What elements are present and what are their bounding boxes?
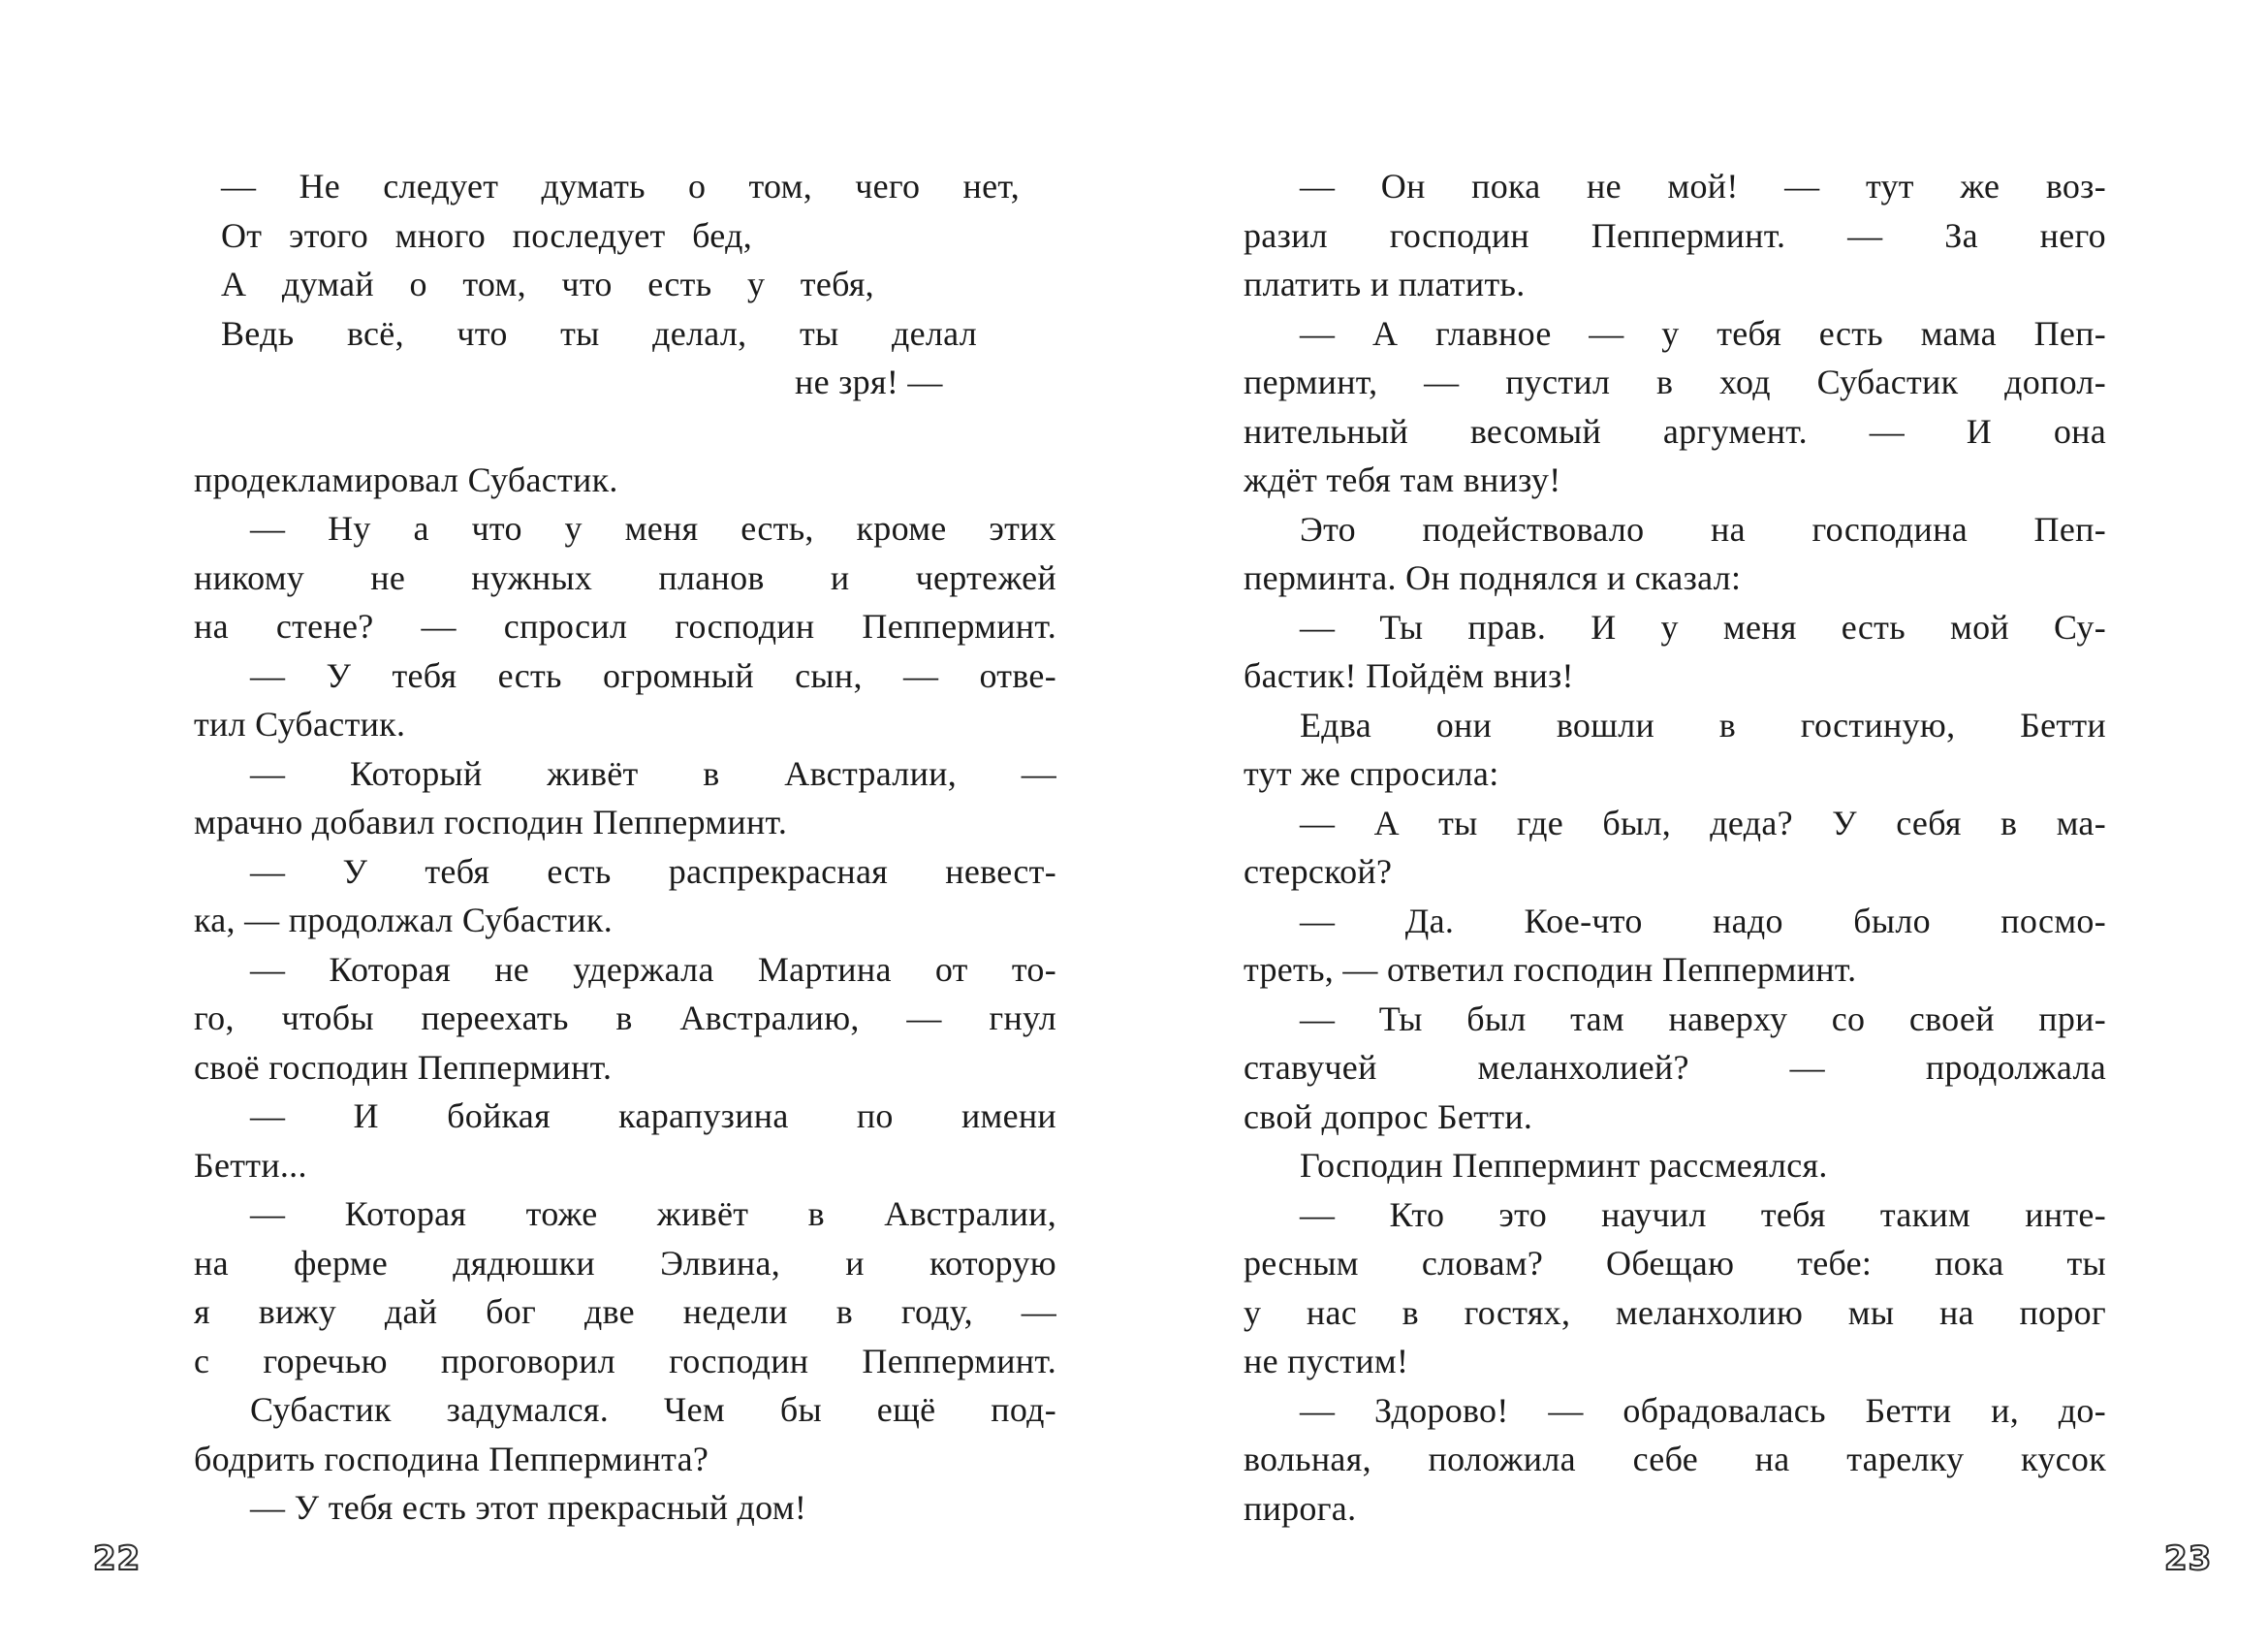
text-line: — Да. Кое-что надо было посмо- bbox=[1300, 901, 2106, 940]
text-line: — Ты прав. И у меня есть мой Су- bbox=[1300, 607, 2106, 647]
text-line: на ферме дядюшки Элвина, и которую bbox=[194, 1243, 1056, 1283]
poem-line: От этого много последует бед, bbox=[221, 215, 752, 255]
text-line: — И бойкая карапузина по имени bbox=[250, 1096, 1056, 1135]
text-line: продекламировал Субастик. bbox=[194, 460, 618, 499]
text-line: — Которая не удержала Мартина от то- bbox=[250, 949, 1056, 989]
page-number: 22 bbox=[93, 1539, 142, 1578]
poem-stanza bbox=[194, 162, 1056, 407]
text-line: вольная, положила себе на тарелку кусок bbox=[1244, 1440, 2106, 1478]
text-line: никому не нужных планов и чертежей bbox=[194, 557, 1056, 597]
text-line: — Кто это научил тебя таким инте- bbox=[1300, 1194, 2106, 1234]
text-line: — Которая тоже живёт в Австралии, bbox=[250, 1194, 1056, 1233]
text-line: — У тебя есть огромный сын, — отве- bbox=[250, 655, 1056, 695]
text-line: Едва они вошли в гостиную, Бетти bbox=[1300, 705, 2106, 745]
poem-line: А думай о том, что есть у тебя, bbox=[221, 265, 874, 303]
text-line: Господин Пепперминт рассмеялся. bbox=[1300, 1146, 1828, 1185]
poem-line: Ведь всё, что ты делал, ты делал bbox=[221, 313, 977, 353]
text-line: на стене? — спросил господин Пепперминт. bbox=[194, 607, 1056, 646]
text-line: своё господин Пепперминт. bbox=[194, 1047, 613, 1087]
text-line: — У тебя есть этот прекрасный дом! bbox=[250, 1488, 807, 1527]
text-line: — А ты где был, деда? У себя в ма- bbox=[1300, 803, 2106, 842]
text-line: мрачно добавил господин Пепперминт. bbox=[194, 803, 788, 841]
text-line: пирога. bbox=[1244, 1488, 1357, 1528]
text-line: ставучей меланхолией? — продолжала bbox=[1244, 1048, 2106, 1087]
page-number: 23 bbox=[2164, 1539, 2213, 1578]
text-line: свой допрос Бетти. bbox=[1244, 1096, 1533, 1136]
text-line: перминт, — пустил в ход Субастик допол- bbox=[1244, 363, 2106, 401]
text-line: стерской? bbox=[1244, 852, 1393, 891]
right-text-column bbox=[1244, 162, 2106, 1533]
text-line: перминта. Он поднялся и сказал: bbox=[1244, 558, 1742, 597]
right-page bbox=[1134, 0, 2268, 1648]
text-line: бастик! Пойдём вниз! bbox=[1244, 656, 1574, 695]
text-line: — Он пока не мой! — тут же воз- bbox=[1300, 167, 2106, 206]
text-line: у нас в гостях, меланхолию мы на порог bbox=[1244, 1292, 2106, 1332]
text-line: — Ну а что у меня есть, кроме этих bbox=[250, 509, 1056, 548]
text-line: ка, — продолжал Субастик. bbox=[194, 901, 613, 939]
text-line: Бетти... bbox=[194, 1145, 307, 1185]
text-line: го, чтобы переехать в Австралию, — гнул bbox=[194, 998, 1056, 1037]
text-line: тут же спросила: bbox=[1244, 754, 1499, 793]
text-line: — А главное — у тебя есть мама Пеп- bbox=[1300, 313, 2106, 353]
text-line: Субастик задумался. Чем бы ещё под- bbox=[250, 1390, 1056, 1429]
text-line: Это подействовало на господина Пеп- bbox=[1300, 509, 2106, 549]
text-line: — Который живёт в Австралии, — bbox=[250, 753, 1056, 793]
text-line: не пустим! bbox=[1244, 1342, 1409, 1380]
text-line: — Ты был там наверху со своей при- bbox=[1300, 998, 2106, 1038]
text-line: я вижу дай бог две недели в году, — bbox=[194, 1292, 1056, 1331]
text-line: тил Субастик. bbox=[194, 705, 406, 744]
text-line: платить и платить. bbox=[1244, 265, 1526, 303]
poem-line: не зря! — bbox=[795, 363, 943, 401]
text-line: с горечью проговорил господин Пепперминт. bbox=[194, 1341, 1056, 1380]
text-line: — У тебя есть распрекрасная невест- bbox=[250, 851, 1056, 891]
left-text-column bbox=[194, 162, 1056, 1533]
text-line: нительный весомый аргумент. — И она bbox=[1244, 411, 2106, 451]
text-line: — Здорово! — обрадовалась Бетти и, до- bbox=[1300, 1390, 2106, 1430]
text-line: разил господин Пепперминт. — За него bbox=[1244, 215, 2106, 255]
text-line: треть, — ответил господин Пепперминт. bbox=[1244, 950, 1857, 989]
text-line: ждёт тебя там внизу! bbox=[1244, 460, 1561, 499]
poem-line: — Не следует думать о том, чего нет, bbox=[221, 167, 1020, 206]
text-line: ресным словам? Обещаю тебе: пока ты bbox=[1244, 1244, 2106, 1283]
text-line: бодрить господина Пепперминта? bbox=[194, 1439, 709, 1478]
